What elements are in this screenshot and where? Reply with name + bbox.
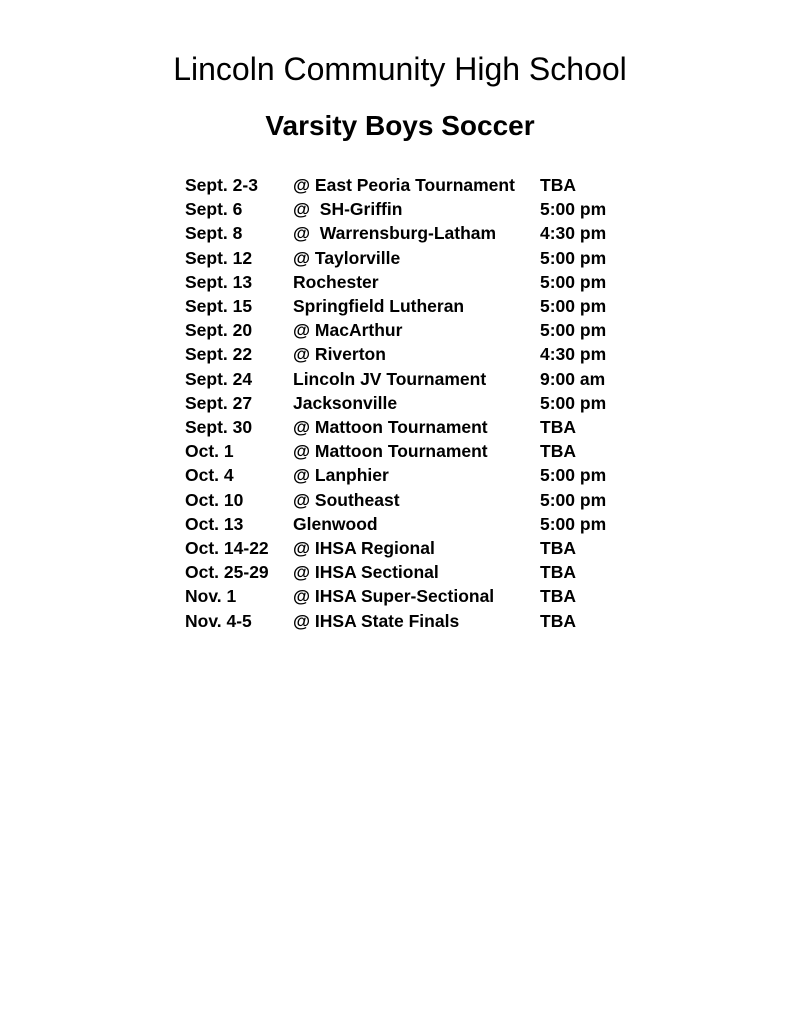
game-opponent: Rochester xyxy=(293,271,379,292)
table-row xyxy=(185,197,800,221)
game-time: 5:00 pm xyxy=(540,513,607,534)
game-time: TBA xyxy=(540,417,576,438)
table-row xyxy=(185,173,800,197)
game-opponent: Lincoln JV Tournament xyxy=(293,368,487,389)
table-row xyxy=(185,294,800,318)
table-row xyxy=(185,439,800,463)
game-date: Sept. 20 xyxy=(185,320,253,341)
game-opponent: Glenwood xyxy=(293,513,378,534)
game-opponent: @ Mattoon Tournament xyxy=(293,441,488,462)
table-row xyxy=(185,270,800,294)
game-opponent: @ Taylorville xyxy=(293,247,401,268)
game-opponent: @ East Peoria Tournament xyxy=(293,174,515,195)
table-row xyxy=(185,584,800,608)
game-time: TBA xyxy=(540,562,576,583)
table-row xyxy=(185,221,800,245)
game-opponent: @ IHSA Super-Sectional xyxy=(293,586,495,607)
game-time: 4:30 pm xyxy=(540,223,607,244)
table-row xyxy=(185,246,800,270)
game-time: 5:00 pm xyxy=(540,247,607,268)
game-opponent: @ IHSA State Finals xyxy=(293,610,460,631)
game-date: Oct. 10 xyxy=(185,489,244,510)
game-date: Sept. 30 xyxy=(185,417,253,438)
table-row xyxy=(185,536,800,560)
game-opponent: @ Mattoon Tournament xyxy=(293,417,488,438)
game-opponent: @ SH-Griffin xyxy=(293,199,403,220)
game-date: Sept. 6 xyxy=(185,199,243,220)
game-time: 5:00 pm xyxy=(540,271,607,292)
game-date: Sept. 8 xyxy=(185,223,243,244)
game-date: Oct. 25-29 xyxy=(185,562,269,583)
game-time: 5:00 pm xyxy=(540,465,607,486)
game-time: 5:00 pm xyxy=(540,489,607,510)
game-date: Nov. 4-5 xyxy=(185,610,252,631)
game-opponent: @ Warrensburg-Latham xyxy=(293,223,497,244)
game-date: Sept. 27 xyxy=(185,392,253,413)
game-date: Sept. 15 xyxy=(185,296,253,316)
game-time: TBA xyxy=(540,174,576,195)
game-date: Oct. 4 xyxy=(185,465,234,486)
game-date: Sept. 13 xyxy=(185,271,253,292)
game-time: 4:30 pm xyxy=(540,344,607,365)
game-opponent: @ Southeast xyxy=(293,489,400,510)
game-date: Nov. 1 xyxy=(185,586,237,607)
table-row xyxy=(185,560,800,584)
game-date: Sept. 12 xyxy=(185,247,253,268)
game-opponent: @ Lanphier xyxy=(293,465,389,486)
game-time: 9:00 am xyxy=(540,368,606,389)
table-row xyxy=(185,415,800,439)
table-row xyxy=(185,391,800,415)
table-row xyxy=(185,367,800,391)
game-opponent: @ MacArthur xyxy=(293,320,403,341)
game-opponent: @ IHSA Regional xyxy=(293,538,435,559)
table-row xyxy=(185,512,800,536)
table-row xyxy=(185,463,800,487)
game-date: Oct. 1 xyxy=(185,441,234,462)
page-subtitle: Varsity Boys Soccer xyxy=(265,110,535,142)
game-date: Oct. 14-22 xyxy=(185,538,269,559)
page-title: Lincoln Community High School xyxy=(173,51,627,87)
table-row xyxy=(185,609,800,633)
game-opponent: Springfield Lutheran xyxy=(293,296,465,316)
table-row xyxy=(185,488,800,512)
game-time: 5:00 pm xyxy=(540,296,607,316)
game-time: TBA xyxy=(540,610,576,631)
game-date: Sept. 2-3 xyxy=(185,174,258,195)
table-row xyxy=(185,342,800,366)
game-time: 5:00 pm xyxy=(540,392,607,413)
game-date: Sept. 22 xyxy=(185,344,253,365)
game-time: TBA xyxy=(540,538,576,559)
schedule-table xyxy=(185,173,800,633)
game-opponent: Jacksonville xyxy=(293,392,398,413)
game-date: Sept. 24 xyxy=(185,368,253,389)
game-time: TBA xyxy=(540,441,576,462)
game-opponent: @ Riverton xyxy=(293,344,386,365)
game-opponent: @ IHSA Sectional xyxy=(293,562,439,583)
game-time: TBA xyxy=(540,586,576,607)
table-row xyxy=(185,318,800,342)
game-time: 5:00 pm xyxy=(540,320,607,341)
game-date: Oct. 13 xyxy=(185,513,244,534)
game-time: 5:00 pm xyxy=(540,199,607,220)
